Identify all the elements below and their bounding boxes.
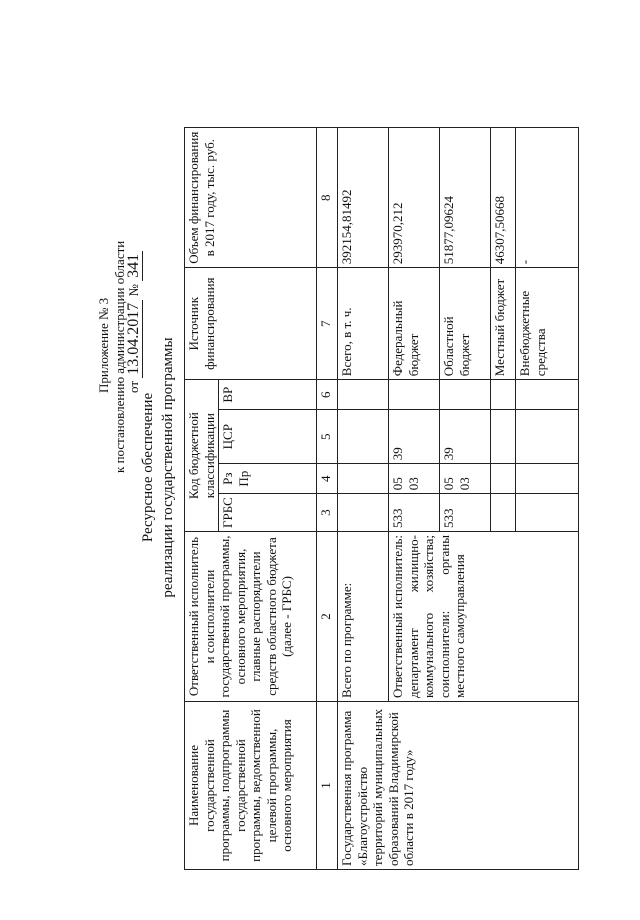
volume-cell: - — [516, 128, 579, 268]
col-number: 8 — [317, 128, 338, 268]
header-pr: Пр — [235, 470, 251, 487]
header-responsible: Ответственный исполнитель и соисполнители государственной программы, основного мероприятия, главные распорядители средств областного бюджета (далее - ГРБС) — [185, 532, 317, 702]
csr-cell — [338, 410, 389, 464]
program-name-cell: Государственная программа «Благоустройство территорий муниципальных образований Владимирской области в 2017 году» — [338, 702, 579, 870]
source-cell: Всего, в т. ч. — [338, 268, 389, 380]
csr-cell: 39 — [440, 410, 491, 464]
source-cell: Местный бюджет — [491, 268, 516, 380]
rz-pr-cell — [389, 464, 440, 494]
responsible-cell: Ответственный исполнитель: департамент жилищно-коммунального хозяйства; соисполнители: органы местного самоуправления — [389, 532, 579, 702]
resource-table — [184, 127, 579, 870]
col-number: 3 — [317, 494, 338, 532]
source-cell: Федеральный бюджет — [389, 268, 440, 380]
rz-pr-cell — [440, 464, 491, 494]
header-source: Источник финансирования — [185, 268, 317, 380]
appendix-line1: Приложение № 3 — [96, 297, 111, 393]
source-cell: Областной бюджет — [440, 268, 491, 380]
rz-value: 05 — [441, 477, 456, 491]
pr-value: 03 — [456, 477, 472, 491]
header-vr: ВР — [219, 380, 317, 410]
volume-cell: 293970,212 — [389, 128, 440, 268]
pr-value: 03 — [405, 477, 421, 491]
header-rz: Рз — [220, 472, 235, 485]
title-line2: реализации государственной программы — [160, 337, 176, 598]
column-numbers-row — [317, 128, 338, 870]
appendix-line2: к постановлению администрации области — [112, 240, 127, 473]
header-csr: ЦСР — [219, 410, 317, 464]
header-grbs: ГРБС — [219, 494, 317, 532]
grbs-cell: 533 — [389, 494, 440, 532]
header-name: Наименование государственной программы, подпрограммы государственной программы, ведомственной целевой программы, основного мероприятия — [185, 702, 317, 870]
csr-cell — [516, 410, 579, 464]
grbs-cell — [516, 494, 579, 532]
csr-cell — [491, 410, 516, 464]
header-volume: Объем финансирования в 2017 году, тыс. руб. — [185, 128, 317, 268]
volume-cell: 51877,09624 — [440, 128, 491, 268]
appendix-number-value: 341 — [125, 251, 143, 281]
source-cell: Внебюджетные средства — [516, 268, 579, 380]
rz-value: 05 — [390, 477, 405, 491]
vr-cell — [491, 380, 516, 410]
col-number: 5 — [317, 410, 338, 464]
header-row — [185, 128, 219, 870]
vr-cell — [338, 380, 389, 410]
rz-pr-cell — [516, 464, 579, 494]
appendix-number — [96, 298, 112, 393]
vr-cell — [516, 380, 579, 410]
table-row — [338, 128, 389, 870]
volume-cell: 392154,81492 — [338, 128, 389, 268]
csr-cell: 39 — [389, 410, 440, 464]
doc-title — [138, 15, 158, 920]
col-number: 4 — [317, 464, 338, 494]
rz-pr-cell — [338, 464, 389, 494]
volume-cell: 46307,50668 — [491, 128, 516, 268]
header-rz-pr — [219, 464, 317, 494]
grbs-cell: 533 — [440, 494, 491, 532]
col-number: 1 — [317, 702, 338, 870]
col-number: 2 — [317, 532, 338, 702]
col-number: 6 — [317, 380, 338, 410]
col-number: 7 — [317, 268, 338, 380]
date-prefix: от — [126, 380, 141, 393]
appendix-date: 13.04.2017 — [125, 300, 143, 378]
rz-pr-cell — [491, 464, 516, 494]
grbs-cell — [491, 494, 516, 532]
number-prefix: № — [126, 284, 141, 297]
vr-cell — [440, 380, 491, 410]
responsible-cell: Всего по программе: — [338, 532, 389, 702]
doc-subtitle — [158, 15, 178, 920]
header-budget-code: Код бюджетной классификации — [185, 380, 219, 532]
grbs-cell — [338, 494, 389, 532]
title-line1: Ресурсное обеспечение — [140, 392, 156, 543]
vr-cell — [389, 380, 440, 410]
